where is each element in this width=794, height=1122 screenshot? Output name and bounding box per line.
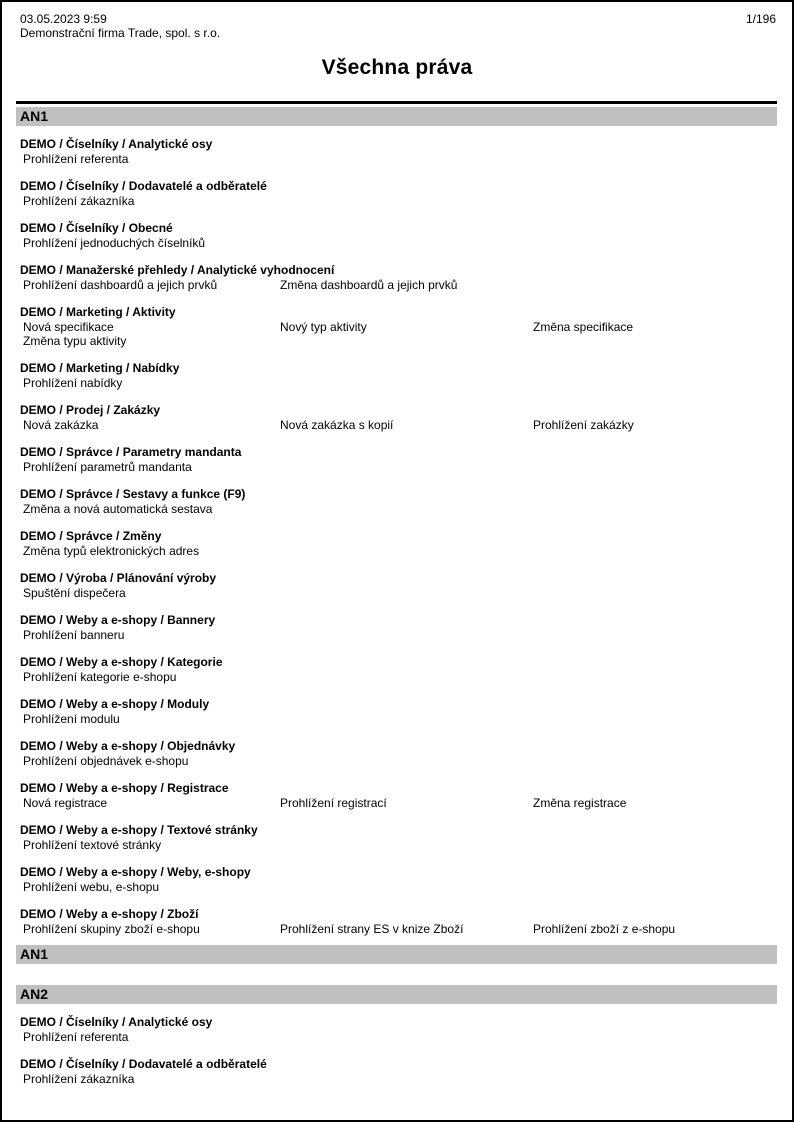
permission-items bbox=[16, 320, 777, 348]
permission-group-path: DEMO / Weby a e-shopy / Moduly bbox=[20, 697, 210, 711]
permission-group bbox=[16, 1044, 777, 1086]
permission-item: Prohlížení parametrů mandanta bbox=[23, 460, 192, 474]
permission-items bbox=[16, 838, 777, 852]
permission-group bbox=[16, 126, 777, 166]
permission-group-path: DEMO / Weby a e-shopy / Objednávky bbox=[20, 739, 236, 753]
permission-group bbox=[16, 768, 777, 810]
section-groups bbox=[16, 1004, 777, 1086]
permission-group-path: DEMO / Marketing / Aktivity bbox=[20, 305, 176, 319]
report-header bbox=[2, 2, 792, 40]
permission-items bbox=[16, 880, 777, 894]
permission-items bbox=[16, 1030, 777, 1044]
permission-item: Prohlížení zákazníka bbox=[23, 1072, 135, 1086]
permission-items bbox=[16, 418, 777, 432]
permission-group bbox=[16, 516, 777, 558]
permission-group bbox=[16, 894, 777, 936]
permission-item: Změna typu aktivity bbox=[23, 334, 127, 348]
permission-group-path: DEMO / Manažerské přehledy / Analytické vyhodnocení bbox=[20, 263, 335, 277]
report-title: Všechna práva bbox=[321, 56, 473, 79]
permission-item: Prohlížení textové stránky bbox=[23, 838, 162, 852]
permission-group bbox=[16, 390, 777, 432]
permission-item: Změna typů elektronických adres bbox=[23, 544, 200, 558]
permission-group-path: DEMO / Weby a e-shopy / Weby, e-shopy bbox=[20, 865, 251, 879]
permission-item: Nový typ aktivity bbox=[280, 320, 367, 334]
permission-items bbox=[16, 544, 777, 558]
permission-items bbox=[16, 670, 777, 684]
permission-group-path: DEMO / Číselníky / Analytické osy bbox=[20, 137, 213, 151]
permission-group-path: DEMO / Weby a e-shopy / Kategorie bbox=[20, 655, 223, 669]
permission-items bbox=[16, 754, 777, 768]
permission-item: Prohlížení zakázky bbox=[533, 418, 634, 432]
permission-group-path: DEMO / Číselníky / Analytické osy bbox=[20, 1015, 213, 1029]
permission-item: Prohlížení nabídky bbox=[23, 376, 123, 390]
company-name: Demonstrační firma Trade, spol. s r.o. bbox=[20, 26, 221, 40]
section-header-bar bbox=[16, 107, 777, 126]
permission-item: Prohlížení registrací bbox=[280, 796, 387, 810]
permission-group-path: DEMO / Správce / Změny bbox=[20, 529, 162, 543]
permission-group bbox=[16, 684, 777, 726]
permission-group bbox=[16, 166, 777, 208]
sections bbox=[16, 107, 777, 1086]
permission-item: Nová specifikace bbox=[23, 320, 114, 334]
permission-group-path: DEMO / Výroba / Plánování výroby bbox=[20, 571, 217, 585]
permission-group bbox=[16, 208, 777, 250]
permission-group-path: DEMO / Weby a e-shopy / Bannery bbox=[20, 613, 216, 627]
permission-item: Změna a nová automatická sestava bbox=[23, 502, 213, 516]
permission-item: Nová zakázka bbox=[23, 418, 99, 432]
permission-group-path: DEMO / Prodej / Zakázky bbox=[20, 403, 161, 417]
permission-items bbox=[16, 278, 777, 292]
permission-item: Prohlížení jednoduchých číselníků bbox=[23, 236, 206, 250]
permission-item: Spuštění dispečera bbox=[23, 586, 126, 600]
permission-items bbox=[16, 1072, 777, 1086]
permission-group bbox=[16, 642, 777, 684]
permission-group bbox=[16, 250, 777, 292]
permission-group bbox=[16, 558, 777, 600]
rights-section bbox=[16, 107, 777, 936]
permission-item: Prohlížení objednávek e-shopu bbox=[23, 754, 189, 768]
section-footer-bar bbox=[16, 945, 777, 964]
permission-items bbox=[16, 922, 777, 936]
permission-items bbox=[16, 628, 777, 642]
permission-items bbox=[16, 502, 777, 516]
permission-group bbox=[16, 810, 777, 852]
permission-item: Prohlížení referenta bbox=[23, 1030, 129, 1044]
rights-section bbox=[16, 985, 777, 1086]
header-rule bbox=[16, 101, 777, 104]
section-footer-name: AN1 bbox=[20, 946, 49, 962]
report-content bbox=[16, 101, 777, 1086]
permission-item: Nová zakázka s kopií bbox=[280, 418, 394, 432]
permission-items bbox=[16, 236, 777, 250]
permission-group bbox=[16, 726, 777, 768]
permission-group-path: DEMO / Weby a e-shopy / Textové stránky bbox=[20, 823, 258, 837]
permission-item: Prohlížení dashboardů a jejich prvků bbox=[23, 278, 218, 292]
permission-group-path: DEMO / Číselníky / Dodavatelé a odběratelé bbox=[20, 179, 267, 193]
permission-items bbox=[16, 152, 777, 166]
permission-group-path: DEMO / Weby a e-shopy / Registrace bbox=[20, 781, 229, 795]
permission-item: Změna specifikace bbox=[533, 320, 634, 334]
permission-item: Prohlížení modulu bbox=[23, 712, 120, 726]
permission-group bbox=[16, 292, 777, 348]
permission-item: Prohlížení zákazníka bbox=[23, 194, 135, 208]
permission-item: Změna dashboardů a jejich prvků bbox=[280, 278, 458, 292]
page-number: 1/196 bbox=[745, 12, 776, 26]
permission-items bbox=[16, 586, 777, 600]
permission-item: Nová registrace bbox=[23, 796, 108, 810]
permission-item: Prohlížení webu, e-shopu bbox=[23, 880, 160, 894]
permission-group bbox=[16, 348, 777, 390]
permission-group-path: DEMO / Číselníky / Obecné bbox=[20, 221, 173, 235]
permission-items bbox=[16, 194, 777, 208]
permission-group-path: DEMO / Weby a e-shopy / Zboží bbox=[20, 907, 199, 921]
permission-item: Prohlížení skupiny zboží e-shopu bbox=[23, 922, 200, 936]
permission-group bbox=[16, 1004, 777, 1044]
permission-items bbox=[16, 796, 777, 810]
section-name: AN1 bbox=[20, 108, 49, 124]
permission-group bbox=[16, 474, 777, 516]
permission-item: Prohlížení zboží z e-shopu bbox=[533, 922, 676, 936]
permission-item: Změna registrace bbox=[533, 796, 627, 810]
permission-item: Prohlížení kategorie e-shopu bbox=[23, 670, 177, 684]
permission-item: Prohlížení referenta bbox=[23, 152, 129, 166]
permission-items bbox=[16, 712, 777, 726]
permission-item: Prohlížení banneru bbox=[23, 628, 125, 642]
permission-item: Prohlížení strany ES v knize Zboží bbox=[280, 922, 464, 936]
section-groups bbox=[16, 126, 777, 936]
permission-items bbox=[16, 376, 777, 390]
permission-items bbox=[16, 460, 777, 474]
permission-group-path: DEMO / Správce / Sestavy a funkce (F9) bbox=[20, 487, 246, 501]
permission-group-path: DEMO / Marketing / Nabídky bbox=[20, 361, 180, 375]
section-header-bar bbox=[16, 985, 777, 1004]
permission-group bbox=[16, 852, 777, 894]
header-left bbox=[20, 12, 220, 40]
permission-group bbox=[16, 600, 777, 642]
permission-group-path: DEMO / Číselníky / Dodavatelé a odběratelé bbox=[20, 1057, 267, 1071]
report-datetime: 03.05.2023 9:59 bbox=[20, 12, 107, 26]
permission-group bbox=[16, 432, 777, 474]
section-name: AN2 bbox=[20, 986, 49, 1002]
permission-group-path: DEMO / Správce / Parametry mandanta bbox=[20, 445, 242, 459]
